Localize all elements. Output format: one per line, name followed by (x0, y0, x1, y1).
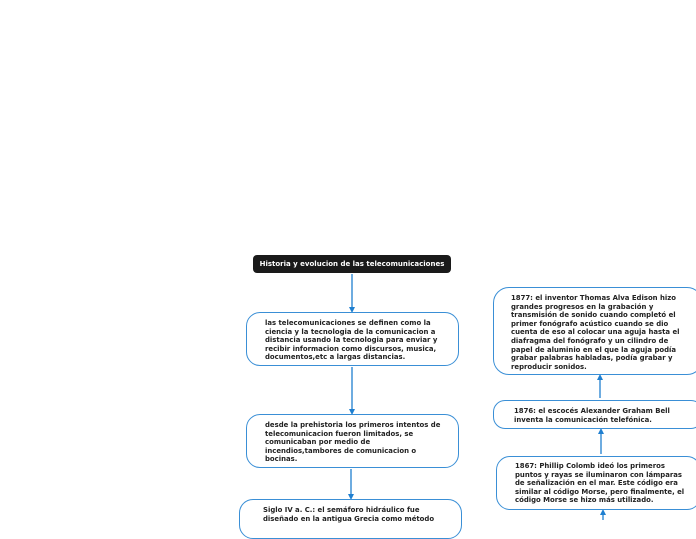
topic-prehistory-text: desde la prehistoria los primeros intentos de telecomunicacion fueron limitados, se comunicaban por medio de incendios,tambores de comunicacion o bocinas. (265, 421, 441, 464)
topic-edison-1877[interactable] (493, 287, 696, 375)
central-topic[interactable]: Historia y evolucion de las telecomunicaciones (253, 255, 451, 273)
topic-colomb-text: 1867: Phillip Colomb ideó los primeros puntos y rayas se iluminaron con lámparas de señalización en el mar. Este código era similar al código Morse, pero finalmente, el código Morse se hizo más utilizado. (515, 462, 685, 505)
topic-bell-1876[interactable] (493, 400, 696, 429)
topic-semaphore[interactable] (239, 499, 462, 539)
topic-semaphore-text: Siglo IV a. C.: el semáforo hidráulico fue diseñado en la antigua Grecia como método (263, 506, 435, 523)
topic-definition[interactable] (246, 312, 459, 366)
topic-prehistory[interactable] (246, 414, 459, 468)
topic-bell-text: 1876: el escocés Alexander Graham Bell inventa la comunicación telefónica. (514, 407, 670, 424)
topic-definition-text: las telecomunicaciones se definen como la ciencia y la tecnologia de la comunicacion a distancia usando la tecnologia para enviar y recibir informacion como discursos, musica, documentos,etc a largas distancias. (265, 319, 438, 362)
topic-edison-text: 1877: el inventor Thomas Alva Edison hizo grandes progresos en la grabación y transmisión de sonido cuando completó el primer fonógrafo acústico cuando se dio cuenta de eso al colocar una aguja hasta el diafragma del fonógrafo y un cilindro de papel de aluminio en el que la aguja podía grabar palabras habladas, podía grabar y reproducir sonidos. (511, 294, 680, 371)
topic-colomb-1867[interactable] (496, 456, 696, 510)
